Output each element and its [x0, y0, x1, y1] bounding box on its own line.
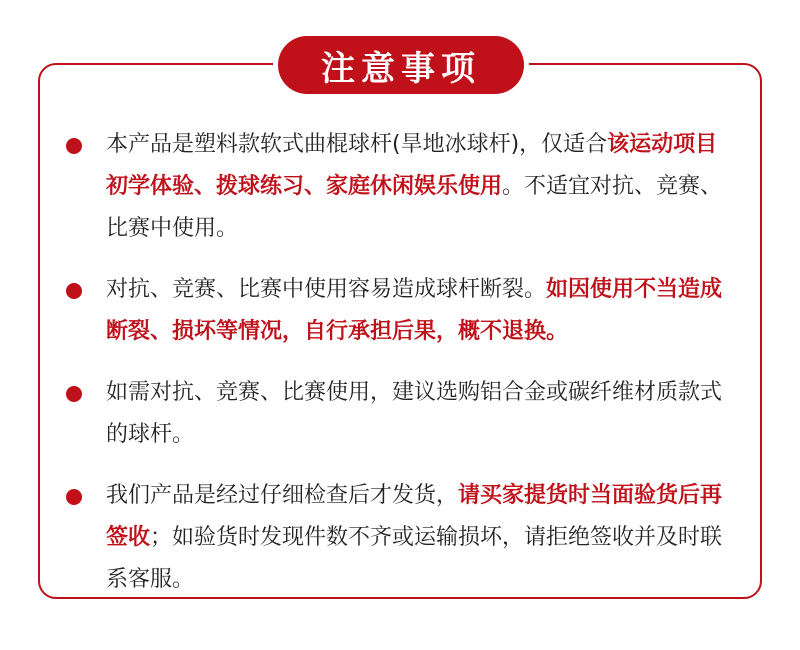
note-item: [66, 124, 738, 250]
note-text: [106, 380, 722, 447]
bullet-dot-icon: [66, 489, 82, 505]
note-item: [66, 475, 738, 601]
bullet-dot-icon: [66, 138, 82, 154]
note-highlight: 如因使用不当造成断裂、损坏等情况，自行承担后果，概不退换。: [106, 277, 723, 344]
title-badge: [273, 31, 529, 99]
note-item: [66, 269, 738, 353]
note-segment: 如需对抗、竞赛、比赛使用，建议选购铝合金或碳纤维材质款式的球杆。: [106, 380, 723, 447]
note-segment: 本产品是塑料款软式曲棍球杆(旱地冰球杆)，仅适合: [106, 132, 608, 157]
note-text: [106, 277, 722, 344]
note-segment: ；如验货时发现件数不齐或运输损坏，请拒绝签收并及时联系客服。: [106, 525, 723, 592]
note-segment: 。不适宜对抗、竞赛、比赛中使用。: [106, 174, 723, 241]
note-segment: 我们产品是经过仔细检查后才发货，: [106, 483, 459, 508]
note-segment: 对抗、竞赛、比赛中使用容易造成球杆断裂。: [106, 277, 547, 302]
note-text: [106, 483, 722, 592]
notes-list: [66, 124, 738, 620]
note-item: [66, 372, 738, 456]
bullet-dot-icon: [66, 386, 82, 402]
note-highlight: 请买家提货时当面验货后再签收: [106, 483, 723, 550]
note-highlight: 该运动项目初学体验、拨球练习、家庭休闲娱乐使用: [106, 132, 718, 199]
note-text: [106, 132, 722, 241]
page-title: 注意事项: [278, 36, 524, 94]
bullet-dot-icon: [66, 283, 82, 299]
